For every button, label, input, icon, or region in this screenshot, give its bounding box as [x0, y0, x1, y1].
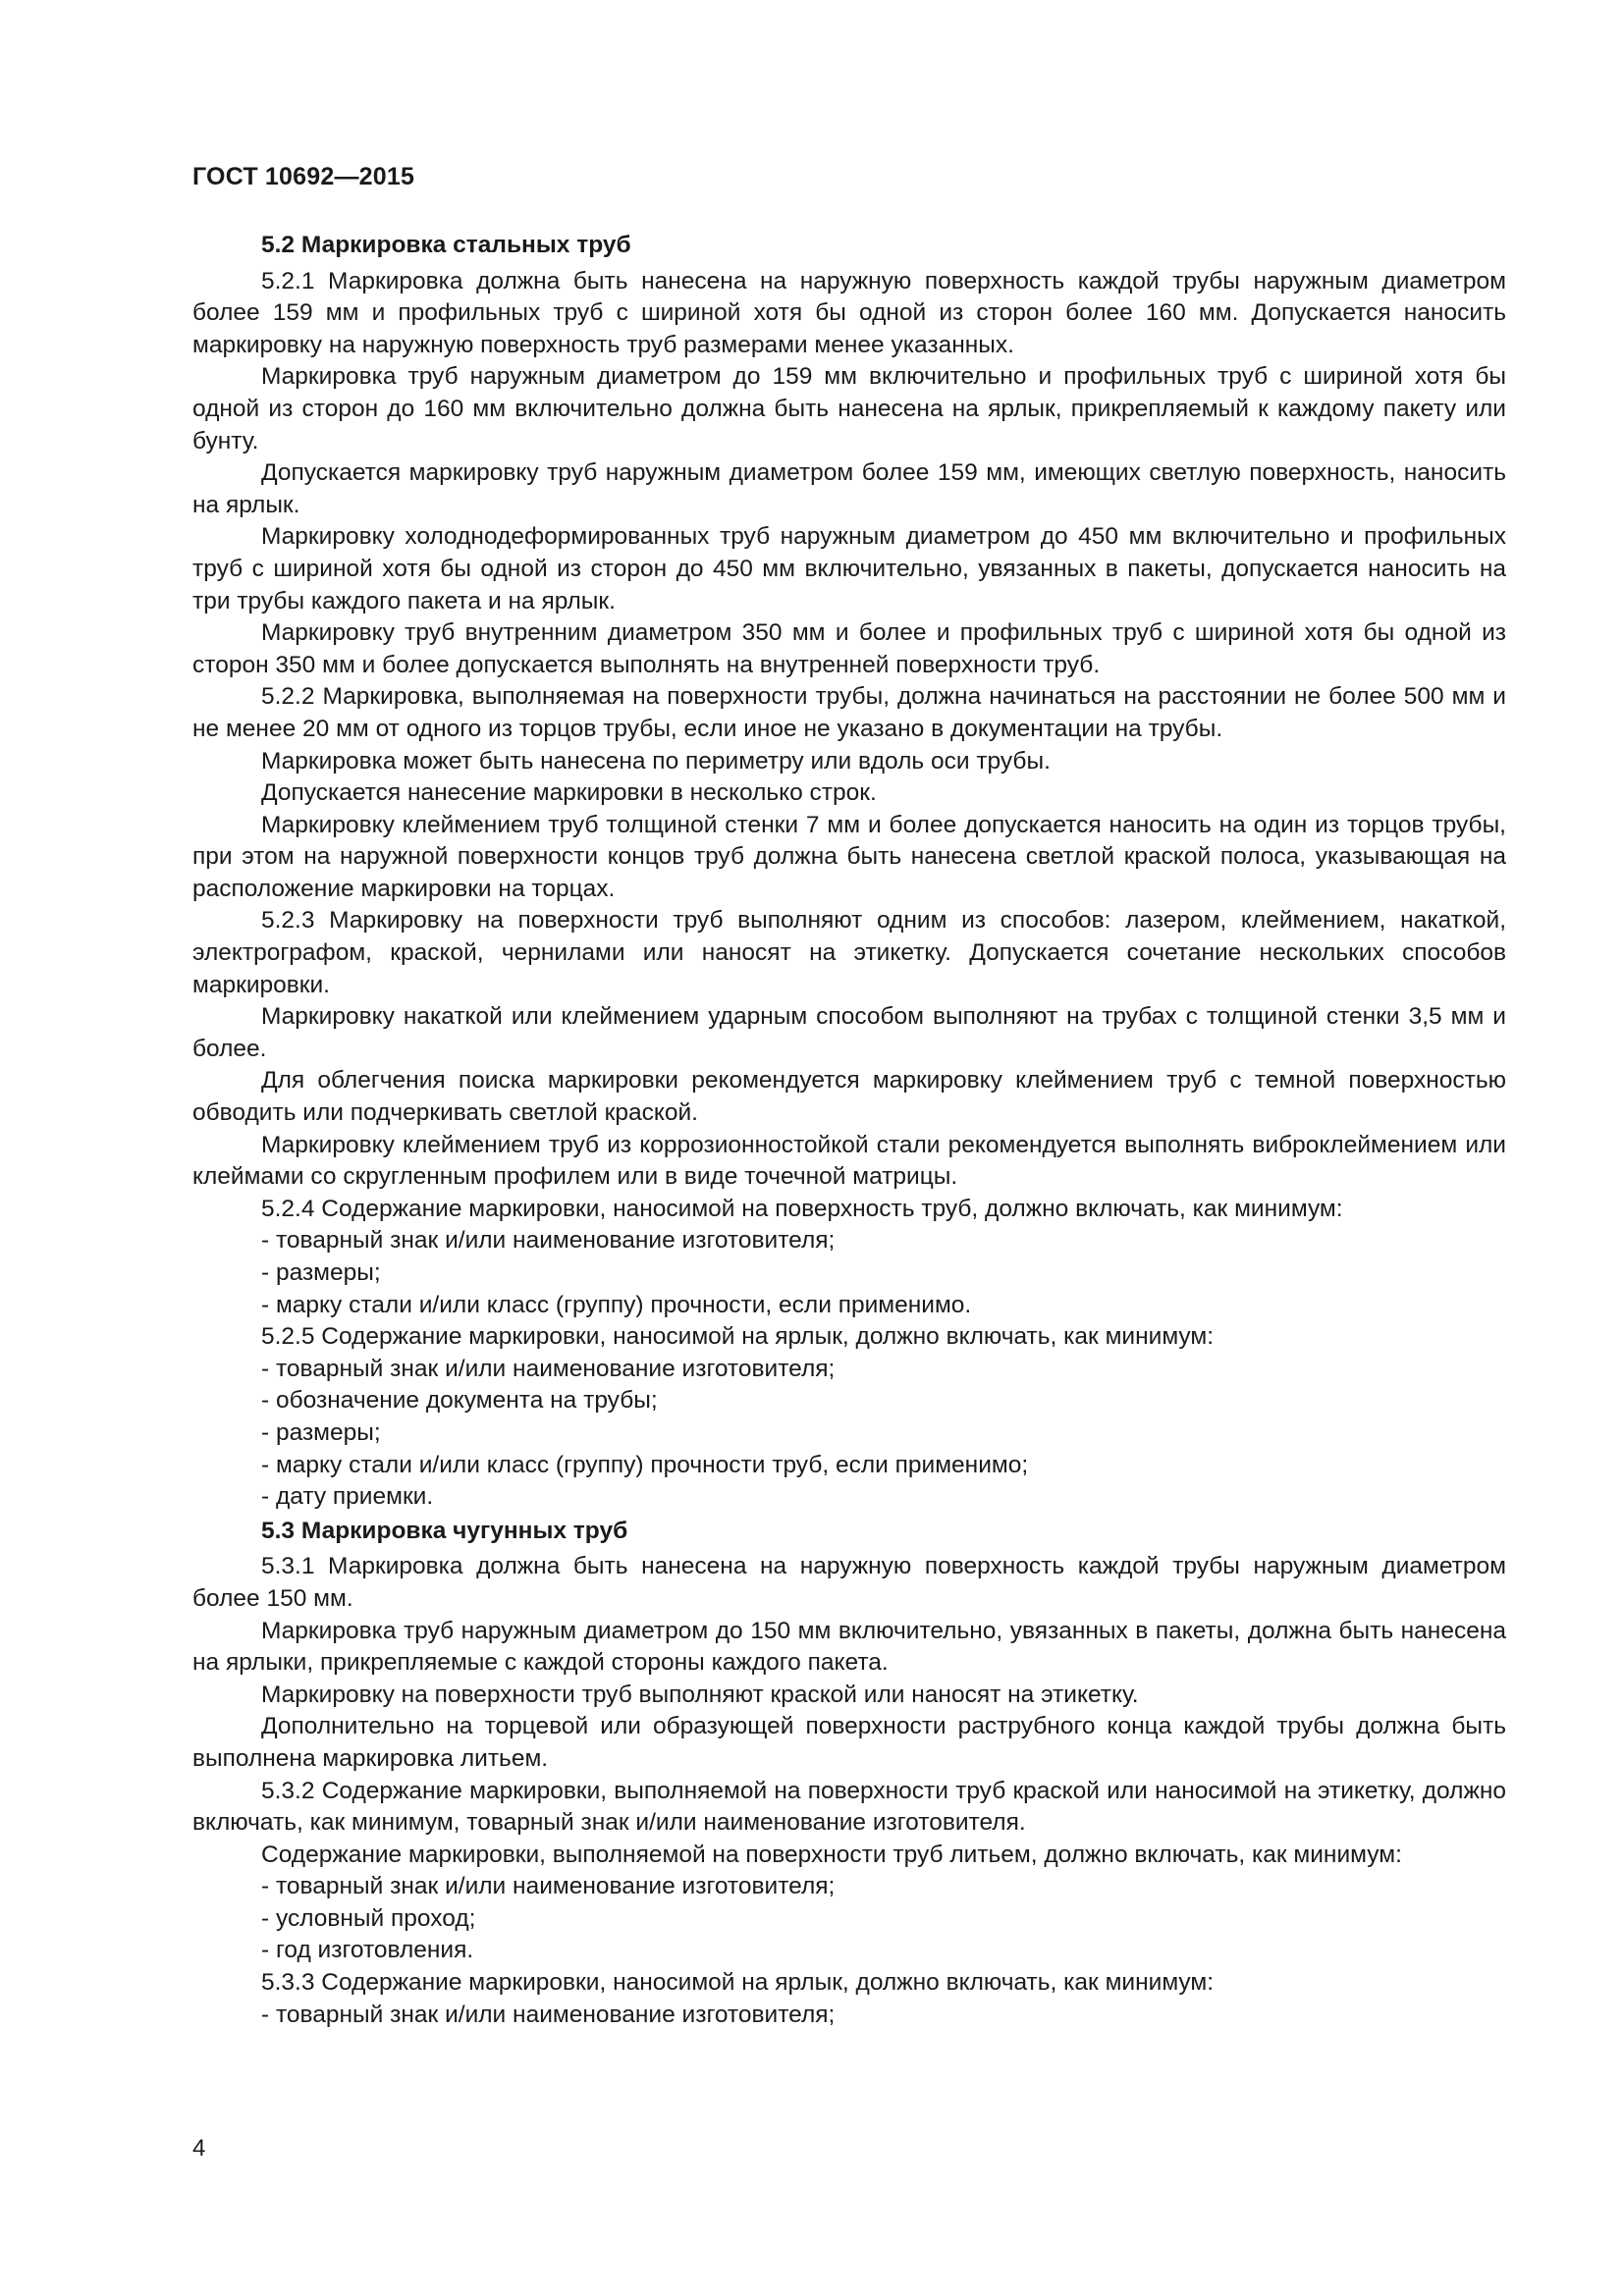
paragraph: 5.2.1 Маркировка должна быть нанесена на наружную поверхность каждой трубы наружным диаметром более 159 мм и профильных труб с шириной хотя бы одной из сторон более 160 мм. Допускается наносить маркировку на наружную поверхность труб размерами менее указанных. [192, 267, 1506, 358]
section-heading: 5.2 Маркировка стальных труб [261, 232, 631, 258]
paragraph: Дополнительно на торцевой или образующей поверхности раструбного конца каждой трубы должна быть выполнена маркировка литьем. [192, 1713, 1506, 1772]
paragraph: Маркировку накаткой или клеймением ударным способом выполняют на трубах с толщиной стенки 3,5 мм и более. [192, 1003, 1506, 1062]
paragraph: 5.3.1 Маркировка должна быть нанесена на наружную поверхность каждой трубы наружным диаметром более 150 мм. [192, 1553, 1506, 1612]
paragraph: Маркировка может быть нанесена по периметру или вдоль оси трубы. [261, 747, 1051, 774]
list-item: - год изготовления. [261, 1937, 474, 1964]
list-item: - марку стали и/или класс (группу) прочности труб, если применимо; [261, 1451, 1029, 1478]
list-item: - марку стали и/или класс (группу) прочности, если применимо. [261, 1291, 972, 1318]
paragraph: Маркировку труб внутренним диаметром 350 мм и более и профильных труб с шириной хотя бы одной из сторон 350 мм и более допускается выполнять на внутренней поверхности труб. [192, 619, 1506, 678]
paragraph: Содержание маркировки, выполняемой на поверхности труб литьем, должно включать, как минимум: [261, 1841, 1402, 1868]
section-heading: 5.3 Маркировка чугунных труб [261, 1517, 628, 1544]
paragraph: 5.3.2 Содержание маркировки, выполняемой на поверхности труб краской или наносимой на этикетку, должно включать, как минимум, товарный знак и/или наименование изготовителя. [192, 1777, 1506, 1837]
paragraph: 5.3.3 Содержание маркировки, наносимой на ярлык, должно включать, как минимум: [261, 1969, 1215, 1997]
paragraph: 5.2.2 Маркировка, выполняемая на поверхности трубы, должна начинаться на расстоянии не более 500 мм и не менее 20 мм от одного из торцов трубы, если иное не указано в документации на трубы. [192, 683, 1506, 742]
list-item: - товарный знак и/или наименование изготовителя; [261, 2001, 836, 2028]
paragraph: Маркировку клеймением труб из коррозионностойкой стали рекомендуется выполнять виброклеймением или клеймами со скругленным профилем или в виде точечной матрицы. [192, 1131, 1506, 1191]
paragraph: Для облегчения поиска маркировки рекомендуется маркировку клеймением труб с темной поверхностью обводить или подчеркивать светлой краской. [192, 1067, 1506, 1127]
document-code-header: ГОСТ 10692—2015 [192, 163, 415, 190]
paragraph: Маркировку холоднодеформированных труб наружным диаметром до 450 мм включительно и профильных труб с шириной хотя бы одной из сторон до 450 мм включительно, увязанных в пакеты, допускается наносить на три трубы каждого пакета и на ярлык. [192, 523, 1506, 614]
paragraph: Маркировка труб наружным диаметром до 159 мм включительно и профильных труб с шириной хотя бы одной из сторон до 160 мм включительно должна быть нанесена на ярлык, прикрепляемый к каждому пакету или бунту. [192, 363, 1506, 454]
paragraph: 5.2.4 Содержание маркировки, наносимой на поверхность труб, должно включать, как минимум: [261, 1195, 1343, 1222]
list-item: - обозначение документа на трубы; [261, 1387, 658, 1415]
paragraph: Допускается нанесение маркировки в несколько строк. [261, 779, 877, 807]
paragraph: Маркировку клеймением труб толщиной стенки 7 мм и более допускается наносить на один из торцов трубы, при этом на наружной поверхности концов труб должна быть нанесена светлой краской полоса, указывающая на расположение маркировки на торцах. [192, 811, 1506, 902]
paragraph: Маркировку на поверхности труб выполняют краской или наносят на этикетку. [261, 1681, 1139, 1708]
list-item: - товарный знак и/или наименование изготовителя; [261, 1227, 836, 1255]
page-number: 4 [192, 2135, 206, 2162]
list-item: - товарный знак и/или наименование изготовителя; [261, 1873, 836, 1900]
list-item: - дату приемки. [261, 1483, 434, 1511]
paragraph: 5.2.5 Содержание маркировки, наносимой на ярлык, должно включать, как минимум: [261, 1323, 1215, 1351]
list-item: - размеры; [261, 1259, 381, 1286]
paragraph: 5.2.3 Маркировку на поверхности труб выполняют одним из способов: лазером, клеймением, накаткой, электрографом, краской, чернилами или наносят на этикетку. Допускается сочетание нескольких способов маркировки. [192, 907, 1506, 998]
paragraph: Допускается маркировку труб наружным диаметром более 159 мм, имеющих светлую поверхность, наносить на ярлык. [192, 459, 1506, 518]
list-item: - условный проход; [261, 1904, 476, 1932]
paragraph: Маркировка труб наружным диаметром до 150 мм включительно, увязанных в пакеты, должна быть нанесена на ярлыки, прикрепляемые с каждой стороны каждого пакета. [192, 1617, 1506, 1677]
document-body [192, 228, 1506, 2031]
list-item: - товарный знак и/или наименование изготовителя; [261, 1355, 836, 1382]
list-item: - размеры; [261, 1418, 381, 1446]
